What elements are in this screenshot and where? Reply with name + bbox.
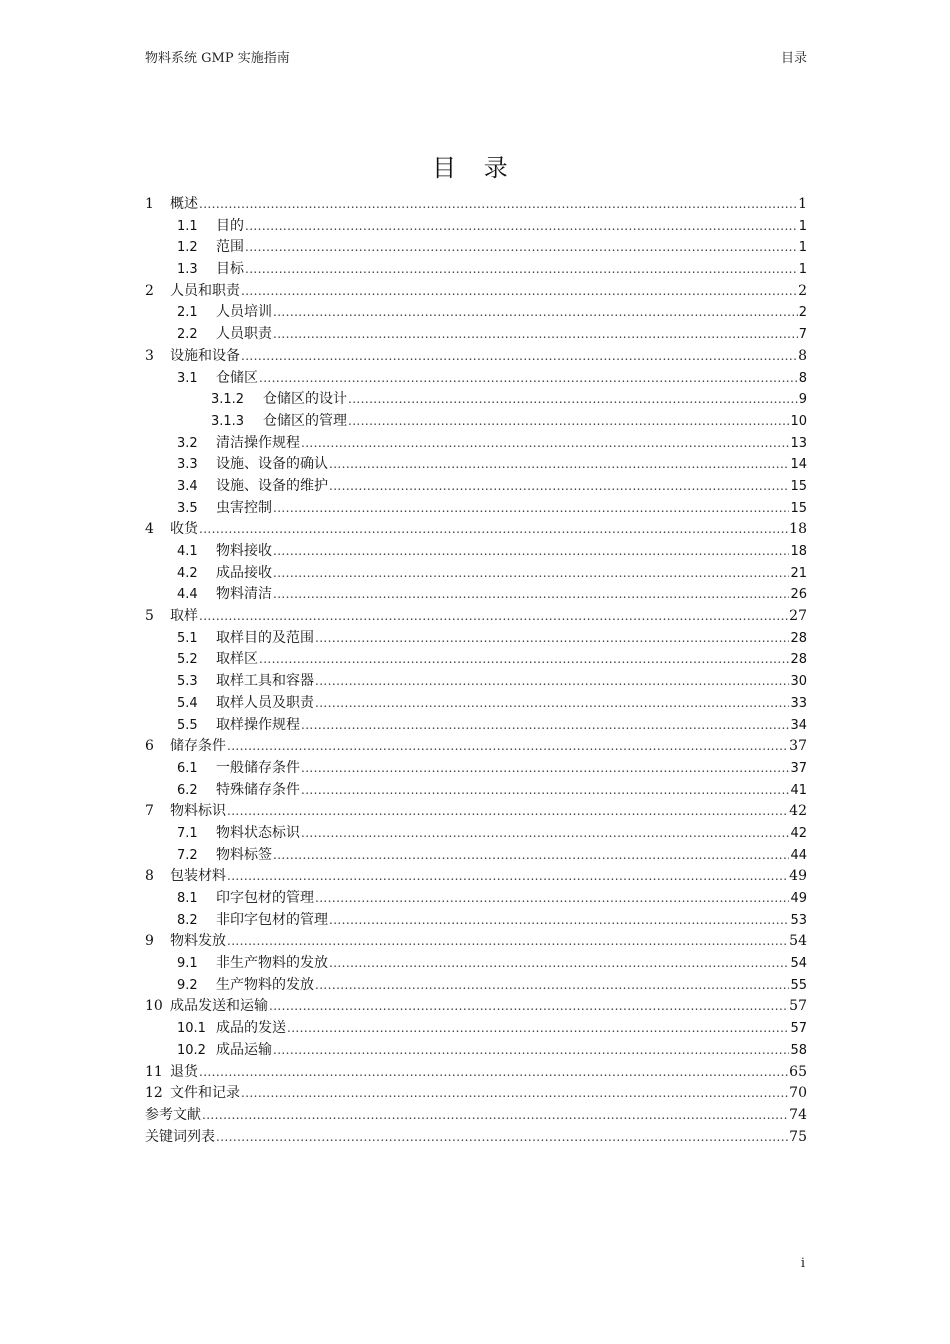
toc-entry-label: 物料接收 <box>216 543 272 559</box>
toc-entry-number: 2.2 <box>177 327 198 343</box>
toc-entry[interactable] <box>145 671 807 693</box>
toc-entry-page: 41 <box>790 782 807 798</box>
toc-leader-dots <box>273 324 798 346</box>
toc-entry-number: 3 <box>145 347 154 364</box>
toc-entry-page: 30 <box>790 674 807 690</box>
toc-entry-label: 人员培训 <box>216 304 272 321</box>
toc-entry-label: 关键词列表 <box>145 1128 215 1145</box>
toc-entry[interactable] <box>145 454 807 476</box>
toc-entry-page: 7 <box>798 327 807 343</box>
toc-entry-number: 3.2 <box>177 435 198 451</box>
toc-entry-page: 2 <box>798 282 807 299</box>
table-of-contents <box>145 194 807 1148</box>
toc-entry[interactable] <box>145 519 807 541</box>
toc-entry[interactable] <box>145 1127 807 1149</box>
toc-entry-label: 目标 <box>216 261 244 278</box>
toc-entry-number: 2.1 <box>177 305 198 321</box>
toc-entry-page: 65 <box>789 1063 807 1080</box>
toc-leader-dots <box>269 996 788 1018</box>
toc-entry-number: 7.1 <box>177 825 198 841</box>
page-number: i <box>800 1256 805 1271</box>
toc-entry-page: 9 <box>798 392 807 408</box>
toc-entry-label: 范围 <box>216 239 244 256</box>
toc-entry-page: 28 <box>790 630 807 646</box>
toc-entry-page: 1 <box>798 196 807 212</box>
toc-leader-dots <box>245 216 798 238</box>
toc-leader-dots <box>301 433 789 455</box>
toc-entry-number: 9.1 <box>177 956 198 972</box>
toc-entry[interactable] <box>145 237 807 259</box>
toc-entry[interactable] <box>145 758 807 780</box>
toc-entry[interactable] <box>145 1083 807 1105</box>
toc-entry-number: 7.2 <box>177 847 198 863</box>
toc-entry-number: 1.2 <box>177 240 198 256</box>
toc-entry-page: 18 <box>789 521 807 538</box>
toc-entry-page: 49 <box>790 891 807 906</box>
toc-entry[interactable] <box>145 476 807 498</box>
toc-entry-label: 包装材料 <box>170 868 226 885</box>
toc-entry[interactable] <box>145 693 807 715</box>
toc-entry[interactable] <box>145 953 807 975</box>
toc-entry-page: 28 <box>790 652 807 668</box>
toc-entry-label: 成品接收 <box>216 564 272 581</box>
toc-leader-dots <box>273 563 789 585</box>
toc-entry-label: 物料标签 <box>216 846 272 863</box>
toc-entry-label: 取样 <box>170 608 198 625</box>
toc-entry-page: 49 <box>789 868 807 885</box>
toc-entry-number: 8 <box>145 868 154 885</box>
toc-entry-number: 8.2 <box>177 912 198 928</box>
toc-entry[interactable] <box>145 563 807 585</box>
toc-entry-number: 5.2 <box>177 652 198 668</box>
toc-entry-page: 26 <box>790 587 807 603</box>
toc-entry-page: 8 <box>798 347 807 364</box>
toc-entry[interactable] <box>145 584 807 606</box>
toc-entry-page: 27 <box>789 608 807 625</box>
toc-leader-dots <box>315 693 789 715</box>
toc-entry-number: 3.5 <box>177 500 198 516</box>
toc-leader-dots <box>273 1040 789 1062</box>
toc-entry-number: 3.1.2 <box>211 392 245 408</box>
toc-entry-label: 人员和职责 <box>170 282 240 299</box>
toc-entry-number: 8.1 <box>177 891 198 906</box>
toc-leader-dots <box>245 237 798 259</box>
toc-entry[interactable] <box>145 302 807 324</box>
toc-entry-number: 1.3 <box>177 262 198 278</box>
toc-leader-dots <box>315 671 789 693</box>
toc-entry-label: 文件和记录 <box>170 1085 240 1102</box>
toc-entry-label: 虫害控制 <box>216 499 272 516</box>
toc-entry-page: 57 <box>790 1021 807 1037</box>
toc-entry[interactable] <box>145 649 807 671</box>
toc-leader-dots <box>259 649 789 671</box>
toc-entry[interactable] <box>145 1062 807 1084</box>
toc-entry[interactable] <box>145 628 807 650</box>
toc-entry-label: 储存条件 <box>170 738 226 755</box>
toc-leader-dots <box>245 259 798 281</box>
toc-entry-page: 18 <box>790 544 807 559</box>
toc-entry-number: 6.2 <box>177 782 198 798</box>
toc-entry-page: 42 <box>790 825 807 841</box>
toc-entry[interactable] <box>145 931 807 953</box>
toc-entry-label: 参考文献 <box>145 1106 201 1123</box>
toc-entry-page: 15 <box>790 500 807 516</box>
toc-entry[interactable] <box>145 823 807 845</box>
toc-leader-dots <box>227 931 788 953</box>
toc-leader-dots <box>329 476 789 498</box>
toc-entry-number: 1 <box>145 196 154 212</box>
toc-entry-label: 人员职责 <box>216 326 272 343</box>
toc-entry[interactable] <box>145 845 807 867</box>
toc-leader-dots <box>199 1062 788 1084</box>
toc-entry-page: 21 <box>790 565 807 581</box>
toc-leader-dots <box>273 845 789 867</box>
toc-entry-page: 2 <box>798 305 807 321</box>
toc-entry-page: 14 <box>790 457 807 473</box>
toc-entry-page: 42 <box>789 803 807 820</box>
toc-entry-label: 收货 <box>170 521 198 538</box>
toc-entry-page: 37 <box>789 738 807 755</box>
toc-entry-number: 3.3 <box>177 457 198 473</box>
toc-leader-dots <box>241 281 797 303</box>
toc-leader-dots <box>348 411 789 433</box>
toc-entry-number: 4.2 <box>177 565 198 581</box>
toc-entry[interactable] <box>145 281 807 303</box>
toc-entry-page: 44 <box>790 847 807 863</box>
toc-entry-number: 5.1 <box>177 630 198 646</box>
toc-entry[interactable] <box>145 1105 807 1127</box>
toc-entry-number: 2 <box>145 282 154 299</box>
toc-entry[interactable] <box>145 780 807 802</box>
toc-leader-dots <box>227 801 788 823</box>
toc-entry[interactable] <box>145 411 807 433</box>
toc-leader-dots <box>199 606 788 628</box>
toc-entry-number: 4.4 <box>177 587 198 603</box>
toc-entry-number: 5.5 <box>177 717 198 733</box>
toc-entry-number: 10.2 <box>177 1042 206 1058</box>
toc-entry-number: 6 <box>145 738 154 755</box>
toc-entry-label: 物料标识 <box>170 803 226 820</box>
toc-leader-dots <box>199 194 797 216</box>
toc-entry-label: 仓储区的设计 <box>263 391 347 408</box>
toc-entry[interactable] <box>145 736 807 758</box>
toc-entry-page: 13 <box>790 435 807 451</box>
toc-leader-dots <box>329 910 789 932</box>
toc-entry[interactable] <box>145 1040 807 1062</box>
toc-entry-number: 4 <box>145 521 154 538</box>
toc-entry-page: 54 <box>789 933 807 950</box>
toc-entry-number: 10.1 <box>177 1021 206 1037</box>
toc-entry-page: 55 <box>790 977 807 993</box>
toc-leader-dots <box>329 454 789 476</box>
toc-entry-number: 5 <box>145 608 154 625</box>
toc-entry-label: 生产物料的发放 <box>216 976 314 993</box>
toc-entry-label: 非生产物料的发放 <box>216 955 328 972</box>
toc-entry-label: 特殊储存条件 <box>216 781 300 798</box>
toc-leader-dots <box>315 888 789 910</box>
toc-entry-label: 仓储区 <box>216 369 258 386</box>
toc-entry-page: 15 <box>790 478 807 494</box>
toc-leader-dots <box>329 953 789 975</box>
toc-entry-number: 5.3 <box>177 674 198 690</box>
toc-entry-number: 12 <box>145 1085 163 1102</box>
toc-entry[interactable] <box>145 389 807 411</box>
toc-entry-page: 1 <box>798 262 807 278</box>
toc-entry[interactable] <box>145 715 807 737</box>
toc-entry-page: 75 <box>789 1128 807 1145</box>
page-header <box>145 47 807 69</box>
toc-leader-dots <box>301 823 789 845</box>
toc-entry-page: 70 <box>789 1085 807 1102</box>
toc-entry[interactable] <box>145 910 807 932</box>
toc-entry-page: 54 <box>790 956 807 972</box>
toc-entry[interactable] <box>145 541 807 563</box>
toc-entry[interactable] <box>145 324 807 346</box>
toc-leader-dots <box>273 498 789 520</box>
toc-entry-label: 取样人员及职责 <box>216 694 314 711</box>
toc-entry-label: 物料清洁 <box>216 586 272 603</box>
toc-entry-page: 1 <box>798 218 807 234</box>
toc-leader-dots <box>273 541 789 563</box>
toc-entry[interactable] <box>145 194 807 216</box>
toc-entry-label: 取样区 <box>216 651 258 668</box>
toc-entry-page: 74 <box>789 1106 807 1123</box>
toc-entry-number: 4.1 <box>177 544 198 559</box>
toc-entry-number: 10 <box>145 998 163 1015</box>
toc-entry-number: 11 <box>145 1063 163 1080</box>
toc-entry-label: 成品的发送 <box>216 1020 286 1037</box>
toc-entry-label: 概述 <box>170 196 198 212</box>
toc-entry[interactable] <box>145 975 807 997</box>
toc-entry-label: 物料发放 <box>170 933 226 950</box>
toc-entry-label: 目的 <box>216 217 244 234</box>
toc-entry[interactable] <box>145 368 807 390</box>
toc-entry-label: 非印字包材的管理 <box>216 911 328 928</box>
header-document-title: 物料系统 GMP 实施指南 <box>145 51 290 66</box>
toc-leader-dots <box>202 1105 788 1127</box>
toc-entry-number: 9.2 <box>177 977 198 993</box>
toc-entry-label: 取样操作规程 <box>216 716 300 733</box>
toc-entry-number: 3.1 <box>177 370 198 386</box>
toc-leader-dots <box>241 346 797 368</box>
toc-entry-label: 仓储区的管理 <box>263 412 347 429</box>
toc-entry-page: 1 <box>798 240 807 256</box>
toc-entry-page: 33 <box>790 695 807 711</box>
toc-leader-dots <box>259 368 798 390</box>
toc-entry[interactable] <box>145 498 807 520</box>
toc-entry[interactable] <box>145 259 807 281</box>
toc-entry[interactable] <box>145 346 807 368</box>
toc-entry-page: 58 <box>790 1042 807 1058</box>
toc-leader-dots <box>287 1018 789 1040</box>
toc-entry[interactable] <box>145 1018 807 1040</box>
toc-leader-dots <box>301 780 789 802</box>
toc-entry[interactable] <box>145 606 807 628</box>
toc-entry-label: 印字包材的管理 <box>216 890 314 906</box>
toc-leader-dots <box>241 1083 788 1105</box>
toc-leader-dots <box>348 389 798 411</box>
toc-entry-number: 9 <box>145 933 154 950</box>
toc-entry-label: 设施和设备 <box>170 347 240 364</box>
toc-entry-page: 37 <box>790 760 807 776</box>
header-section-title: 目录 <box>780 51 807 66</box>
toc-entry[interactable] <box>145 433 807 455</box>
toc-leader-dots <box>227 866 788 888</box>
toc-entry[interactable] <box>145 216 807 238</box>
toc-entry[interactable] <box>145 996 807 1018</box>
toc-entry-label: 设施、设备的维护 <box>216 477 328 494</box>
toc-entry-label: 物料状态标识 <box>216 824 300 841</box>
toc-entry-page: 53 <box>790 912 807 928</box>
toc-entry-label: 成品运输 <box>216 1041 272 1058</box>
toc-entry-label: 退货 <box>170 1063 198 1080</box>
toc-entry-number: 7 <box>145 803 154 820</box>
toc-entry-label: 设施、设备的确认 <box>216 456 328 473</box>
toc-entry[interactable] <box>145 801 807 823</box>
toc-leader-dots <box>301 758 789 780</box>
toc-entry[interactable] <box>145 866 807 888</box>
toc-leader-dots <box>216 1127 788 1149</box>
toc-leader-dots <box>273 584 789 606</box>
toc-leader-dots <box>199 519 788 541</box>
toc-entry-label: 一般储存条件 <box>216 759 300 776</box>
toc-entry-page: 57 <box>789 998 807 1015</box>
toc-entry-label: 取样目的及范围 <box>216 629 314 646</box>
toc-entry-number: 5.4 <box>177 695 198 711</box>
toc-entry-page: 8 <box>798 370 807 386</box>
toc-entry-label: 清洁操作规程 <box>216 434 300 451</box>
toc-entry[interactable] <box>145 888 807 910</box>
toc-entry-number: 3.4 <box>177 478 198 494</box>
toc-leader-dots <box>273 302 798 324</box>
toc-entry-number: 3.1.3 <box>211 413 245 429</box>
toc-leader-dots <box>315 628 789 650</box>
toc-leader-dots <box>301 715 789 737</box>
toc-entry-page: 34 <box>790 717 807 733</box>
toc-entry-label: 取样工具和容器 <box>216 673 314 690</box>
toc-title: 目 录 <box>432 154 518 182</box>
toc-entry-label: 成品发送和运输 <box>170 998 268 1015</box>
toc-entry-number: 6.1 <box>177 760 198 776</box>
toc-entry-number: 1.1 <box>177 218 198 234</box>
toc-entry-page: 10 <box>790 413 807 429</box>
toc-leader-dots <box>315 975 789 997</box>
toc-leader-dots <box>227 736 788 758</box>
